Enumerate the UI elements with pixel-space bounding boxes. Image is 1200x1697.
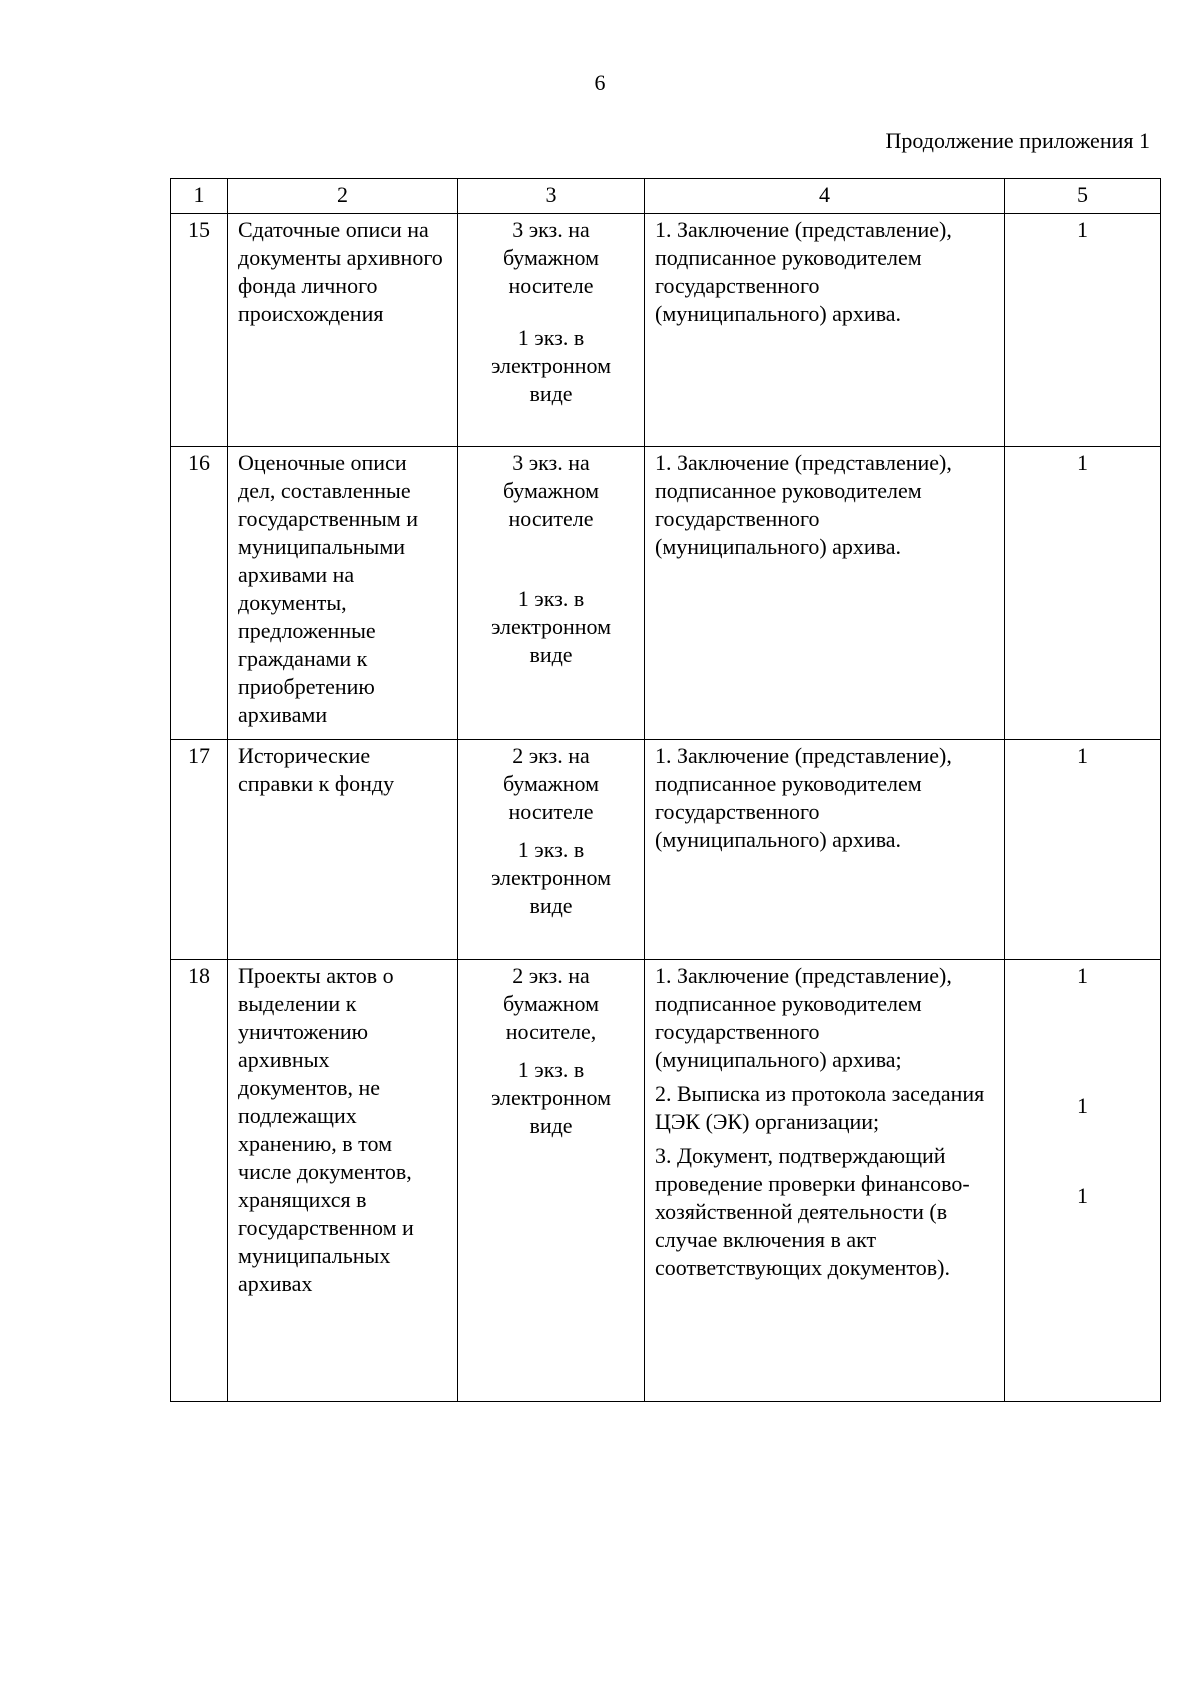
copies-paper: 2 экз. на бумажном носителе xyxy=(502,743,600,824)
document-title: Оценочные описи дел, составленные государственным и муниципальными архивами на документы, предложенные гражданами к приобретению архивами xyxy=(228,447,458,740)
header-cell-1: 1 xyxy=(171,179,228,214)
copies-electronic: 1 экз. в электронном виде xyxy=(490,837,612,918)
table-row xyxy=(171,740,1161,960)
quantity-value: 1 xyxy=(1077,450,1088,475)
copies-paper: 3 экз. на бумажном носителе xyxy=(502,450,600,531)
copies-cell xyxy=(458,960,645,1402)
required-document-item: 1. Заключение (представление), подписанное руководителем государственного (муниципального) архива. xyxy=(655,743,952,852)
page-number: 6 xyxy=(594,70,606,95)
quantity-value: 1 xyxy=(1077,1183,1088,1208)
required-documents xyxy=(645,960,1005,1402)
copies-electronic: 1 экз. в электронном виде xyxy=(490,586,612,667)
copies-electronic: 1 экз. в электронном виде xyxy=(490,325,612,406)
row-number: 17 xyxy=(171,740,228,960)
header-cell-5: 5 xyxy=(1005,179,1161,214)
quantity-value: 1 xyxy=(1077,743,1088,768)
required-document-item: 1. Заключение (представление), подписанное руководителем государственного (муниципального) архива; xyxy=(655,963,952,1072)
required-documents xyxy=(645,447,1005,740)
table-row xyxy=(171,447,1161,740)
table-header-row xyxy=(171,179,1161,214)
quantity-cell xyxy=(1005,740,1161,960)
document-title: Проекты актов о выделении к уничтожению архивных документов, не подлежащих хранению, в том числе документов, хранящихся в государственном и муниципальных архивах xyxy=(228,960,458,1402)
header-cell-2: 2 xyxy=(228,179,458,214)
copies-paper: 3 экз. на бумажном носителе xyxy=(502,217,600,298)
quantity-cell xyxy=(1005,214,1161,447)
table-row xyxy=(171,960,1161,1402)
header-cell-4: 4 xyxy=(645,179,1005,214)
document-title: Исторические справки к фонду xyxy=(228,740,458,960)
copies-cell xyxy=(458,740,645,960)
copies-cell xyxy=(458,447,645,740)
required-document-item: 1. Заключение (представление), подписанное руководителем государственного (муниципального) архива. xyxy=(655,217,952,326)
required-document-item: 3. Документ, подтверждающий проведение проверки финансово-хозяйственной деятельности (в случае включения в акт соответствующих документов). xyxy=(655,1143,970,1280)
required-documents xyxy=(645,214,1005,447)
row-number: 18 xyxy=(171,960,228,1402)
header-cell-3: 3 xyxy=(458,179,645,214)
copies-paper: 2 экз. на бумажном носителе, xyxy=(502,963,600,1044)
table-row xyxy=(171,214,1161,447)
document-title: Сдаточные описи на документы архивного фонда личного происхождения xyxy=(228,214,458,447)
quantity-value: 1 xyxy=(1077,1093,1088,1118)
quantity-cell xyxy=(1005,447,1161,740)
quantity-value: 1 xyxy=(1077,963,1088,988)
quantity-value: 1 xyxy=(1077,217,1088,242)
copies-cell xyxy=(458,214,645,447)
copies-electronic: 1 экз. в электронном виде xyxy=(490,1057,612,1138)
row-number: 16 xyxy=(171,447,228,740)
required-document-item: 2. Выписка из протокола заседания ЦЭК (ЭК) организации; xyxy=(655,1081,985,1134)
quantity-cell xyxy=(1005,960,1161,1402)
row-number: 15 xyxy=(171,214,228,447)
required-document-item: 1. Заключение (представление), подписанное руководителем государственного (муниципального) архива. xyxy=(655,450,952,559)
documents-table xyxy=(170,178,1161,1402)
required-documents xyxy=(645,740,1005,960)
appendix-caption: Продолжение приложения 1 xyxy=(885,128,1150,153)
